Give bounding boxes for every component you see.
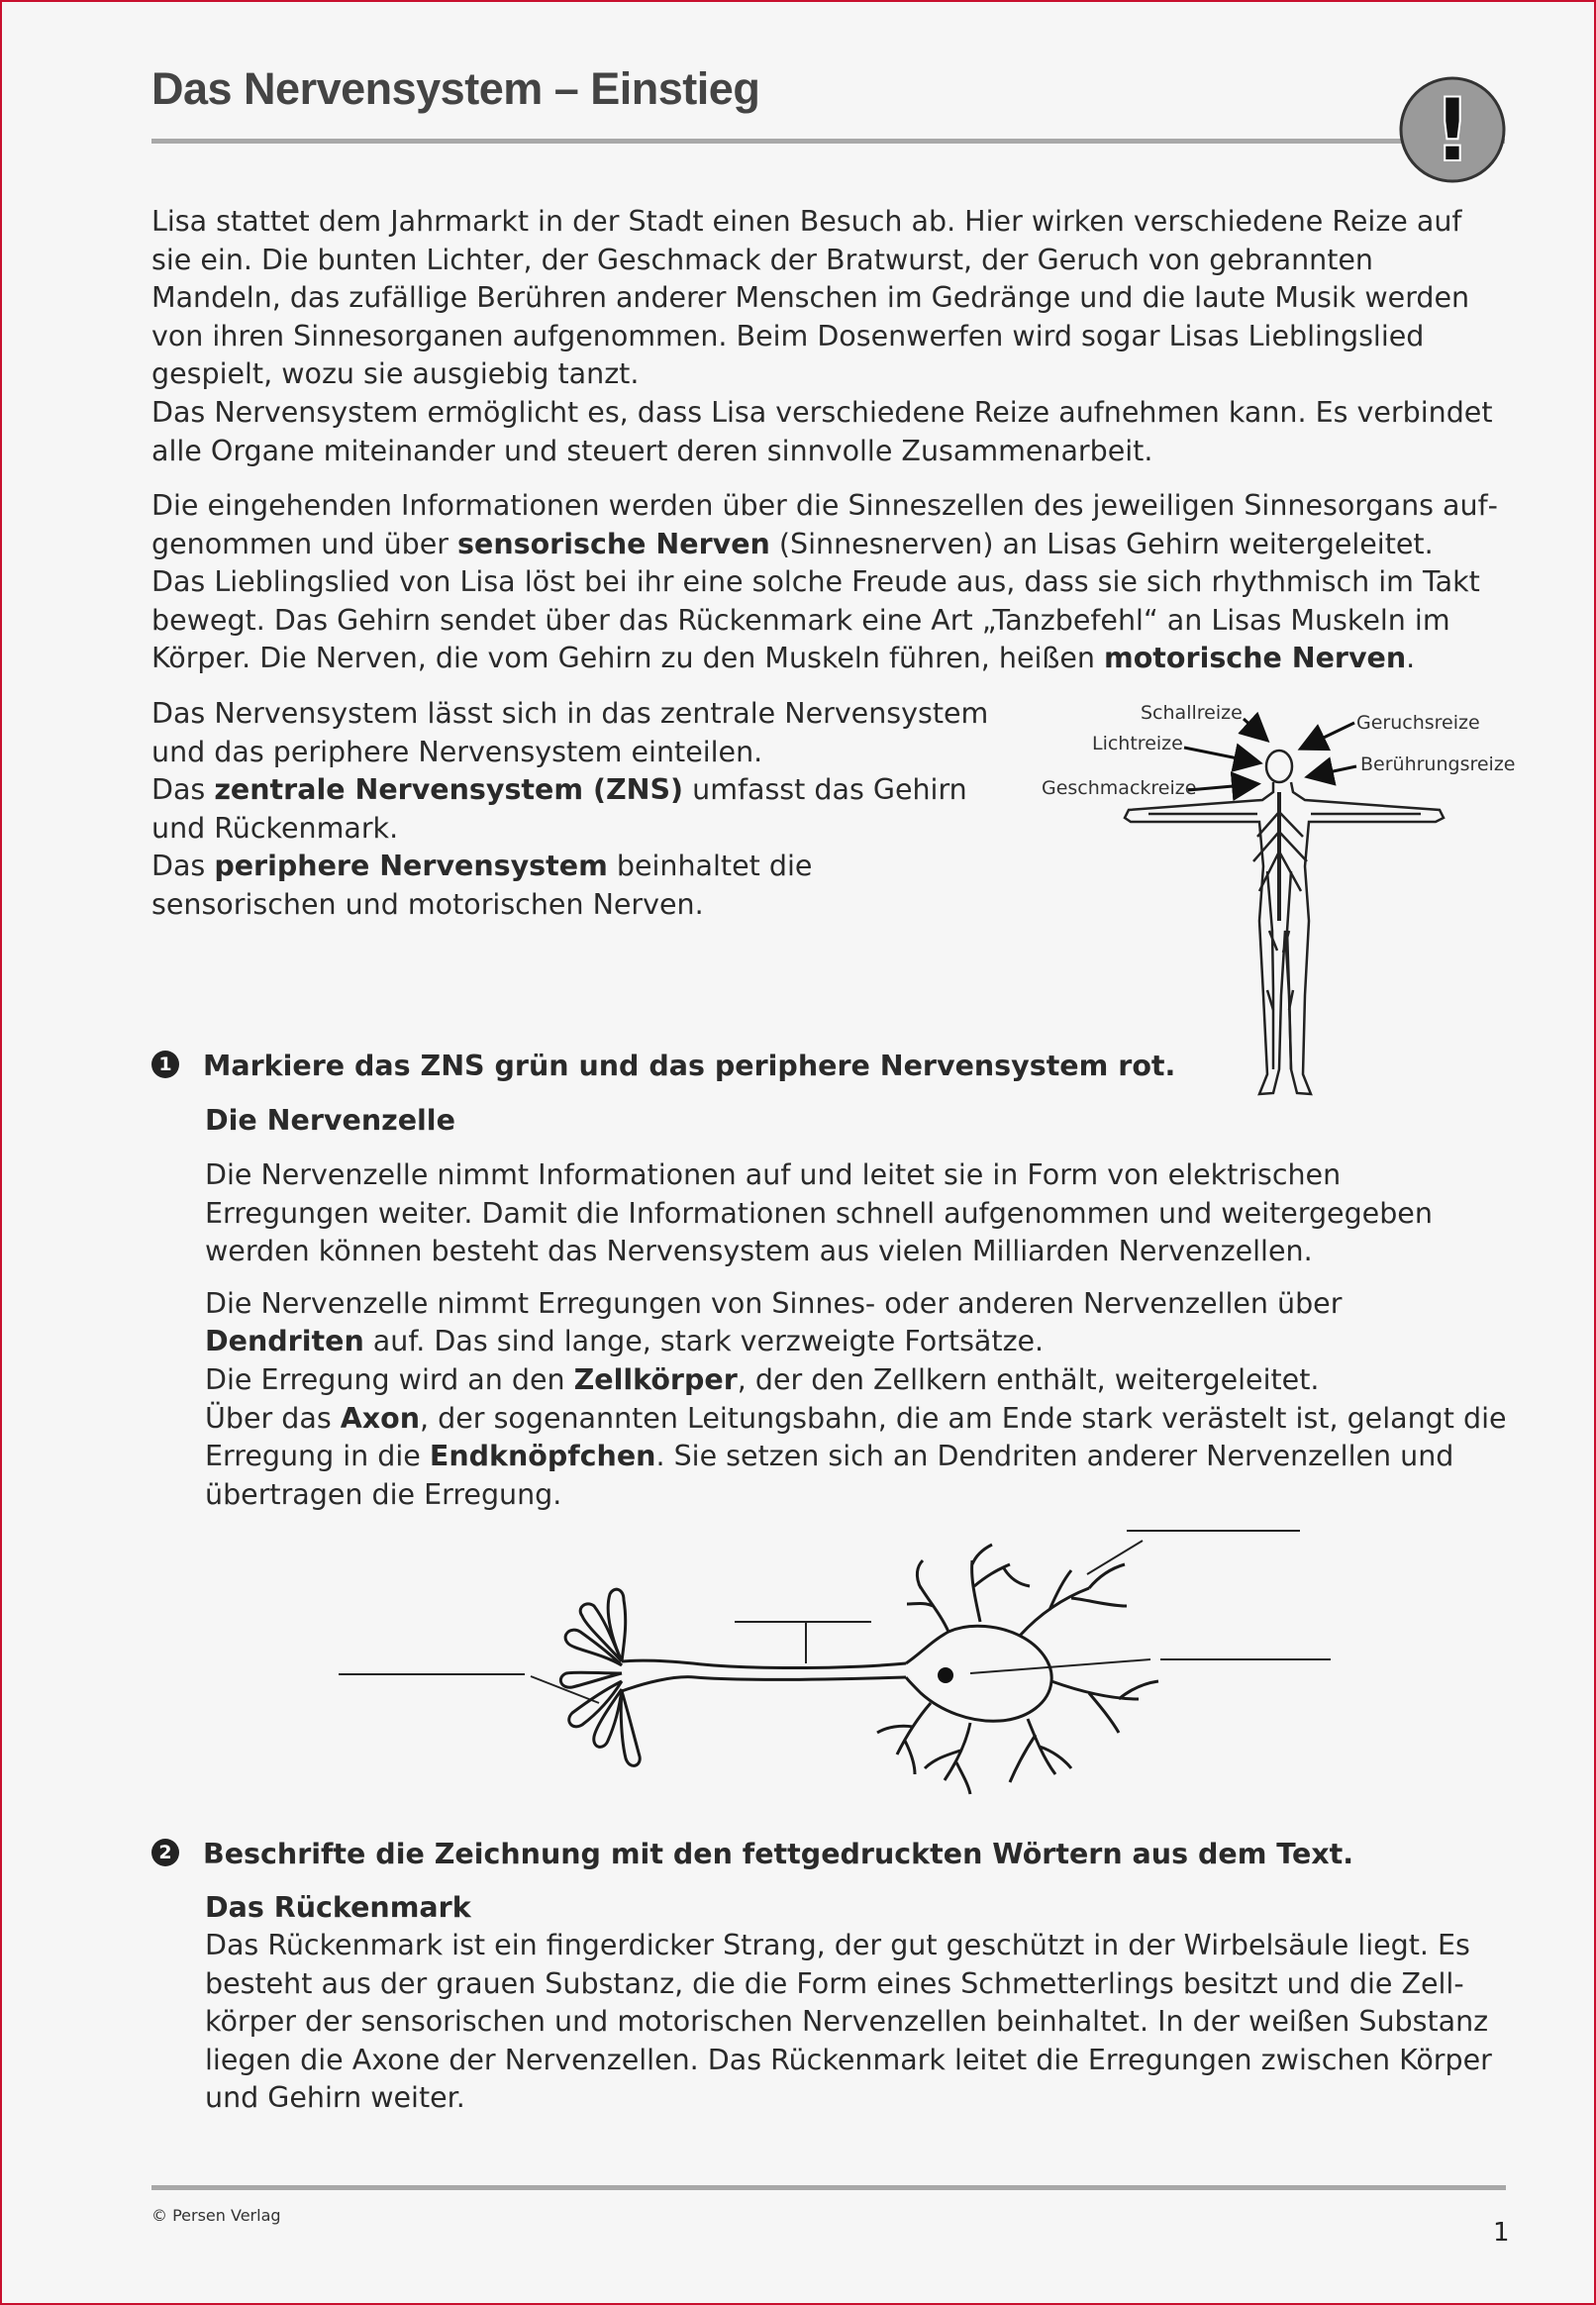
label-beruehrungsreize: Berührungsreize: [1360, 753, 1516, 775]
term-sensorische-nerven: sensorische Nerven: [457, 527, 770, 560]
task-2-number: 2: [151, 1839, 179, 1866]
division-line-3: Das periphere Nervensystem beinhaltet die sensorischen und motorischen Nerven.: [151, 850, 813, 921]
pointer-zellkoerper: [970, 1659, 1150, 1673]
arrow-beruehrung: [1310, 766, 1356, 776]
badge-symbol: !: [1432, 79, 1473, 181]
division-section: [151, 695, 993, 925]
info-paragraph-2: Das Lieblingslied von Lisa löst bei ihr eine solche Freude aus, dass sie sich rhythmisch im Takt bewegt. Das Gehirn sendet über das Rückenmark eine Art „Tanzbefehl“ an Lisas Muskeln im Körper. Die Nerven, die vom Gehirn zu den Muskeln führen, heißen motorische Nerven.: [151, 565, 1480, 675]
label-geschmackreize: Geschmackreize: [1042, 777, 1197, 799]
title-row: [151, 63, 1505, 144]
footer-rule: [151, 2185, 1506, 2190]
rueckenmark-paragraph: Das Rückenmark ist ein fingerdicker Strang, der gut geschützt in der Wirbelsäule liegt. Es besteht aus der grauen Substanz, die die Form eines Schmetterlings besitzt und die Zellkörper der sensorischen und motorischen Nervenzellen beinhaltet. In der weißen Substanz liegen die Axone der Nervenzellen. Das Rückenmark leitet die Erregungen zwischen Körper und Gehirn weiter.: [205, 1929, 1492, 2115]
task-1-number: 1: [151, 1051, 179, 1078]
term-motorische-nerven: motorische Nerven: [1104, 642, 1407, 675]
task-2: [151, 1836, 1508, 1874]
nervenzelle-section: [205, 1156, 1508, 1514]
label-lichtreize: Lichtreize: [1092, 733, 1183, 754]
neuron-figure: [327, 1515, 1347, 1802]
arrow-licht: [1184, 748, 1257, 762]
term-zns: zentrale Nervensystem (ZNS): [214, 773, 684, 807]
task-1-text: Markiere das ZNS grün und das periphere Nervensystem rot.: [203, 1050, 1176, 1082]
info-section: [151, 487, 1508, 678]
intro-paragraph-2: Das Nervensystem ermöglicht es, dass Lisa verschiedene Reize aufnehmen kann. Es verbindet alle Organe miteinander und steuert deren sinnvolle Zusammenarbeit.: [151, 395, 1493, 467]
intro-section: [151, 203, 1508, 470]
task-2-text: Beschrifte die Zeichnung mit den fettgedruckten Wörtern aus dem Text.: [203, 1838, 1354, 1870]
term-endknoepfchen: Endknöpfchen: [429, 1440, 656, 1473]
term-peripheres-nervensystem: periphere Nervensystem: [214, 850, 608, 883]
page-title: Das Nervensystem – Einstieg: [151, 63, 760, 114]
label-geruchsreize: Geruchsreize: [1356, 712, 1480, 734]
nervenzelle-paragraph-1: Die Nervenzelle nimmt Informationen auf und leitet sie in Form von elektrischen Erregungen weiter. Damit die Informationen schnell aufgenommen und weitergegeben werden können besteht das Nervensystem aus vielen Milliarden Nervenzellen.: [205, 1158, 1433, 1268]
exclamation-icon: [1398, 75, 1507, 184]
division-line-2: Das zentrale Nervensystem (ZNS) umfasst das Gehirn und Rückenmark.: [151, 773, 967, 845]
task-1: [151, 1048, 1508, 1086]
nervenzelle-paragraph-2: Die Nervenzelle nimmt Erregungen von Sinnes- oder anderen Nervenzellen über Dendriten auf. Das sind lange, stark verzweigte Fortsätze.: [205, 1286, 1343, 1358]
arrow-geruch: [1303, 723, 1354, 748]
nucleus: [938, 1667, 953, 1683]
body-outline: [1125, 751, 1444, 1094]
label-schallreize: Schallreize: [1141, 702, 1243, 724]
term-zellkoerper: Zellkörper: [573, 1362, 738, 1396]
neuron-drawing: [560, 1545, 1158, 1794]
rueckenmark-section: [205, 1927, 1508, 2118]
pointer-endknoepfchen: [531, 1676, 599, 1703]
page-number: 1: [1493, 2218, 1510, 2248]
arrow-geschmack: [1188, 784, 1255, 790]
nervenzelle-paragraph-3: Die Erregung wird an den Zellkörper, der den Zellkern enthält, weitergeleitet.: [205, 1362, 1320, 1396]
division-line-1: Das Nervensystem lässt sich in das zentrale Nervensystem und das periphere Nervensystem einteilen.: [151, 697, 989, 768]
nervous-system-figure: [1030, 693, 1525, 1109]
arrow-schall: [1244, 719, 1265, 739]
intro-paragraph-1: Lisa stattet dem Jahrmarkt in der Stadt einen Besuch ab. Hier wirken verschiedene Reize auf sie ein. Die bunten Lichter, der Geschmack der Bratwurst, der Geruch von gebrannten Mandeln, das zufällige Berühren anderer Menschen im Gedränge und die laute Musik werden von ihren Sinnesorganen aufgenommen. Beim Dosenwerfen wird sogar Lisas Lieblingslied gespielt, wozu sie ausgiebig tanzt.: [151, 205, 1470, 391]
term-axon: Axon: [340, 1401, 421, 1435]
rueckenmark-heading: Das Rückenmark: [205, 1891, 471, 1924]
nervenzelle-paragraph-4: Über das Axon, der sogenannten Leitungsbahn, die am Ende stark verästelt ist, gelangt die Erregung in die Endknöpfchen. Sie setzen sich an Dendriten anderer Nervenzellen und übertragen die Erregung.: [205, 1401, 1507, 1511]
info-paragraph-1: Die eingehenden Informationen werden über die Sinneszellen des jeweiligen Sinnesorgans aufgenommen und über sensorische Nerven (Sinnesnerven) an Lisas Gehirn weitergeleitet.: [151, 489, 1498, 560]
copyright: © Persen Verlag: [151, 2206, 281, 2225]
term-dendriten: Dendriten: [205, 1325, 364, 1358]
nervenzelle-heading: Die Nervenzelle: [205, 1104, 455, 1137]
